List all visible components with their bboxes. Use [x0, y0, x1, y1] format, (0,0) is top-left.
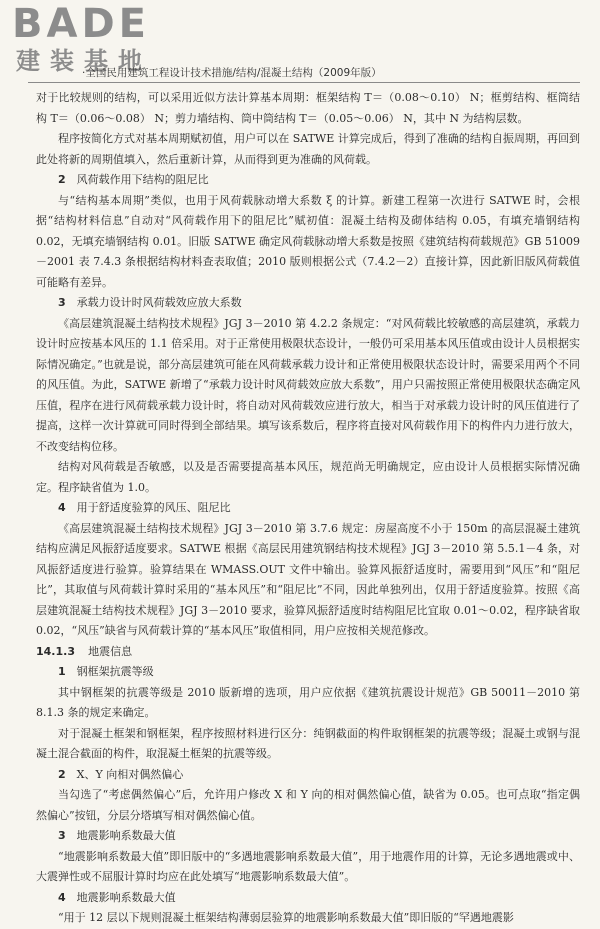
paragraph: 对于比较规则的结构，可以采用近似方法计算基本周期：框架结构 T＝（0.08～0.10） N；框剪结构、框筒结构 T＝（0.06～0.08） N；剪力墙结构、筒中筒结构 T＝（0.05～0.06） N，其中 N 为结构层数。 [36, 91, 580, 125]
subsection-heading [36, 170, 580, 191]
paragraph: 其中钢框架的抗震等级是 2010 版新增的选项，用户应依据《建筑抗震设计规范》GB 50011－2010 第 8.1.3 条的规定来确定。 [36, 685, 580, 719]
subsection-heading [36, 888, 580, 909]
paragraph: 程序按简化方式对基本周期赋初值，用户可以在 SATWE 计算完成后，得到了准确的结构自振周期，再回到此处将新的周期值填入，然后重新计算，从而得到更为准确的风荷载。 [36, 132, 580, 166]
logo-text: BADE [12, 1, 150, 47]
paragraph: 《高层建筑混凝土结构技术规程》JGJ 3－2010 第 3.7.6 规定：房屋高度不小于 150m 的高层混凝土建筑结构应满足风振舒适度要求。SATWE 根据《高层民用建筑钢结构技术规程》JGJ 3－2010 第 5.5.1－4 条，对风振舒适度进行验算。验算结果在 WMASS.OUT 文件中输出。验算风振舒适度时，需要用到“风压”和“阻尼比”，其取值与风荷载计算时采用的“基本风压”和“阻尼比”不同，因此单独列出，仅用于舒适度验算。按照《高层建筑混凝土结构技术规程》JGJ 3－2010 要求，验算风振舒适度时结构阻尼比宜取 0.01～0.02，程序缺省取 0.02，“风压”缺省与风荷载计算的“基本风压”取值相同，用户应按相关规范修改。 [36, 521, 580, 637]
logo-subtext: 建装基地 [16, 47, 152, 75]
heading-text: 用于舒适度验算的风压、阻尼比 [76, 501, 231, 514]
paragraph: “地震影响系数最大值”即旧版中的“多遇地震影响系数最大值”，用于地震作用的计算，无论多遇地震或中、大震弹性或不屈服计算时均应在此处填写“地震影响系数最大值”。 [36, 849, 580, 883]
subsection-heading [36, 826, 580, 847]
heading-text: X、Y 向相对偶然偏心 [76, 767, 184, 781]
logo [12, 2, 172, 74]
heading-number: 1 [58, 665, 66, 678]
heading-text: 地震影响系数最大值 [76, 890, 176, 904]
section-heading [36, 642, 580, 663]
heading-text: 风荷载作用下结构的阻尼比 [76, 173, 209, 186]
paragraph: 《高层建筑混凝土结构技术规程》JGJ 3－2010 第 4.2.2 条规定：“对风荷载比较敏感的高层建筑，承载力设计时应按基本风压的 1.1 倍采用。对于正常使用极限状态设计，一般仍可采用基本风压值或由设计人员根据实际情况确定。”也就是说，部分高层建筑可能在风荷载承载力设计和正常使用极限状态设计时，需要采用两个不同的风压值。为此，SATWE 新增了“承载力设计时风荷载效应放大系数”，用户只需按照正常使用极限状态确定风压值，程序在进行风荷载承载力设计时，将自动对风荷载效应进行放大，相当于对承载力设计时的风压值进行了提高，这样一次计算就可同时得到全部结果。填写该系数后，程序将直接对风荷载作用下的构件内力进行放大，不改变结构位移。 [36, 316, 580, 453]
subsection-heading [36, 293, 580, 314]
heading-number: 3 [58, 296, 66, 309]
heading-number: 4 [58, 890, 66, 904]
subsection-heading [36, 498, 580, 519]
subsection-heading [36, 662, 580, 683]
running-header: ·全国民用建筑工程设计技术措施/结构/混凝土结构（2009年版） [82, 67, 382, 79]
paragraph: 对于混凝土框架和钢框架，程序按照材料进行区分：纯钢截面的构件取钢框架的抗震等级；混凝土或钢与混凝土混合截面的构件，取混凝土框架的抗震等级。 [36, 726, 580, 760]
heading-number: 2 [58, 767, 66, 781]
heading-text: 钢框架抗震等级 [76, 665, 154, 678]
heading-number: 3 [58, 829, 66, 842]
heading-text: 承载力设计时风荷载效应放大系数 [76, 296, 242, 309]
heading-text: 地震影响系数最大值 [76, 829, 176, 842]
subsection-heading [36, 765, 580, 786]
heading-text: 地震信息 [88, 644, 133, 658]
heading-number: 4 [58, 501, 66, 514]
heading-number: 14.1.3 [36, 644, 75, 658]
paragraph: 与“结构基本周期”类似，也用于风荷载脉动增大系数 ξ 的计算。新建工程第一次进行 SATWE 时，会根据“结构材料信息”自动对“风荷载作用下的阻尼比”赋初值：混凝土结构及砌体结构 0.05，有填充墙钢结构 0.02，无填充墙钢结构 0.01。旧版 SATWE 确定风荷载脉动增大系数是按照《建筑结构荷载规范》GB 51009－2001 表 7.4.3 条根据结构材料查表取值；2010 版则根据公式（7.4.2－2）直接计算，因此新旧版风荷载值可能略有差异。 [36, 193, 580, 289]
heading-number: 2 [58, 173, 66, 186]
page-body [36, 88, 580, 929]
paragraph: 当勾选了“考虑偶然偏心”后，允许用户修改 X 和 Y 向的相对偶然偏心值，缺省为 0.05。也可点取“指定偶然偏心”按钮，分层分塔填写相对偶然偏心值。 [36, 788, 580, 822]
paragraph: 结构对风荷载是否敏感，以及是否需要提高基本风压，规范尚无明确规定，应由设计人员根据实际情况确定。程序缺省值为 1.0。 [36, 460, 580, 494]
paragraph: “用于 12 层以下规则混凝土框架结构薄弱层验算的地震影响系数最大值”即旧版的“罕遇地震影 [58, 911, 514, 924]
header-divider [28, 82, 580, 83]
